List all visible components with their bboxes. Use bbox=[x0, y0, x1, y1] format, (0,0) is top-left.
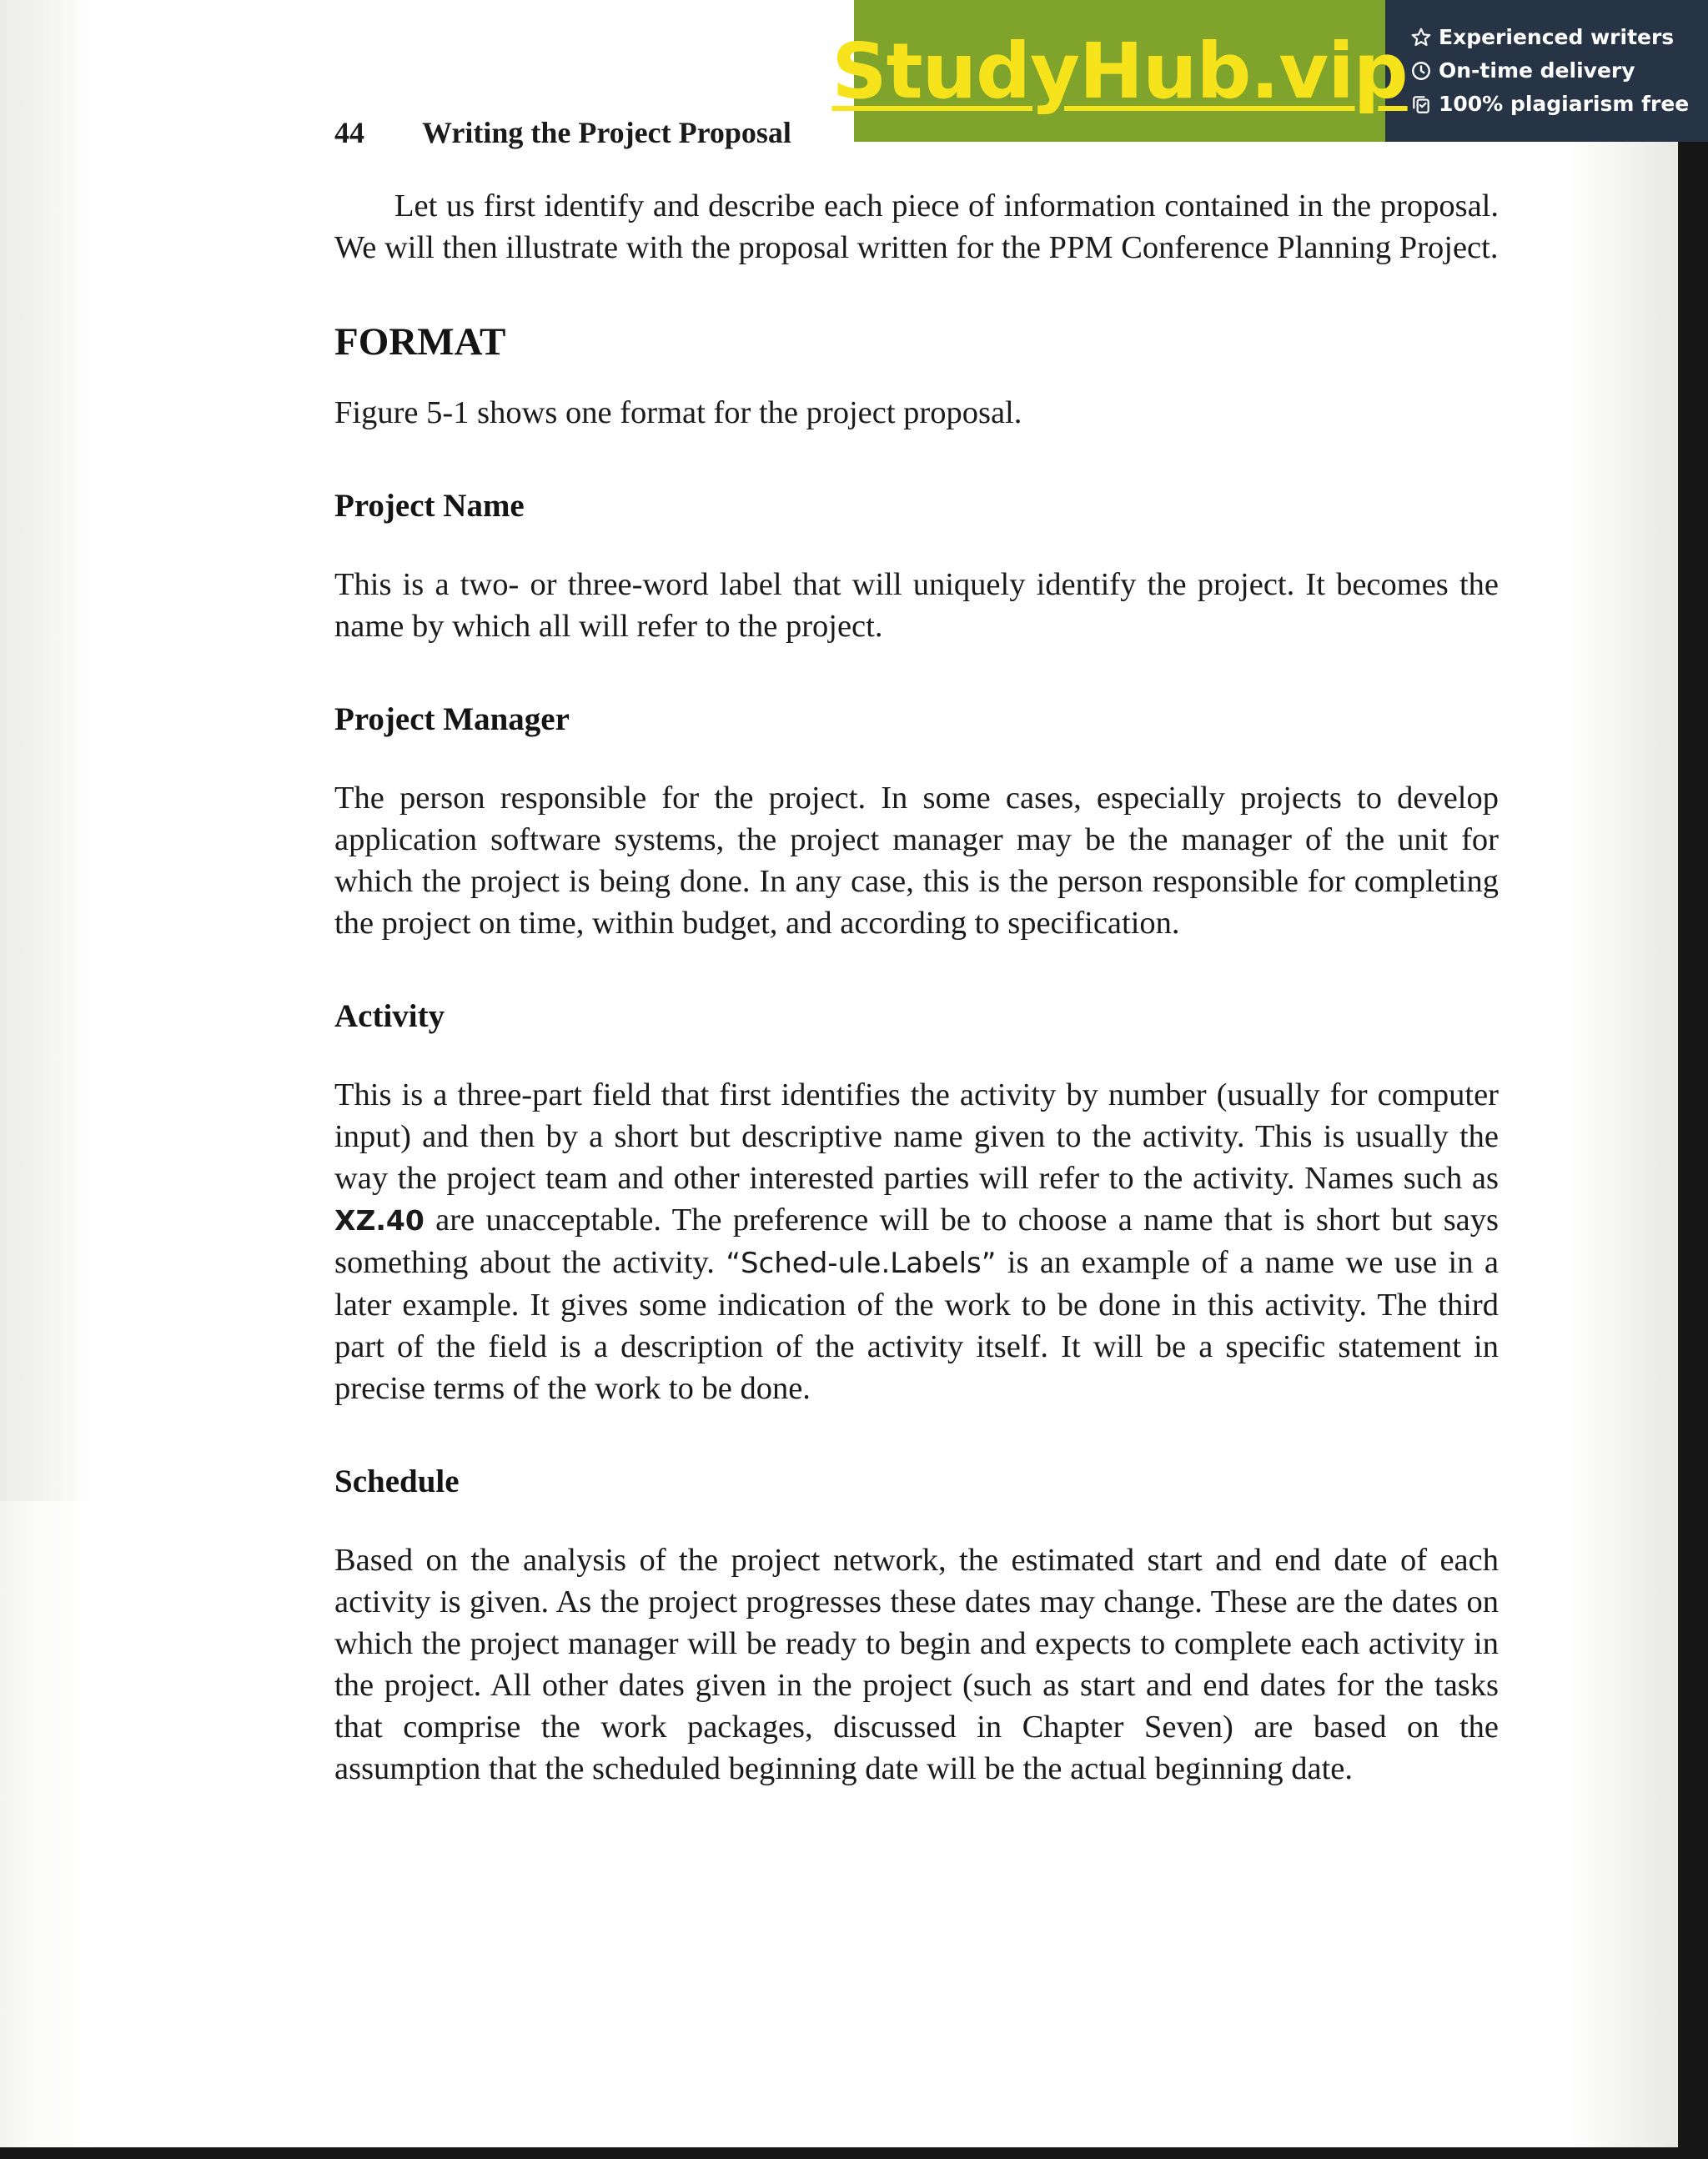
schedule-paragraph: Based on the analysis of the project network, the estimated start and end date of each activity is given. As the project progresses these dates may change. These are the dates on which the project manager will be ready to begin and expects to complete each activity in the project. All other dates given in the project (such as start and end dates for the tasks that comprise the work packages, discussed in Chapter Seven) are based on the assumption that the scheduled beginning date will be the actual beginning date. bbox=[334, 1543, 1499, 1786]
activity-text-part: are unacceptable. The preference will be to choose a name that is short but says something about the activity. bbox=[334, 1203, 1499, 1280]
activity-code-example: XZ.40 bbox=[334, 1204, 424, 1237]
clock-icon bbox=[1410, 60, 1432, 82]
running-title: Writing the Project Proposal bbox=[422, 116, 791, 149]
ad-banner[interactable] bbox=[831, 0, 1708, 142]
page-number: 44 bbox=[334, 116, 364, 149]
brand-logo[interactable] bbox=[831, 0, 1408, 142]
feature-item bbox=[1410, 92, 1708, 117]
activity-name-example: “Sched-ule.Labels” bbox=[726, 1247, 997, 1280]
running-header bbox=[334, 115, 791, 150]
page-right-border bbox=[1678, 142, 1708, 2147]
subheading-project-name: Project Name bbox=[334, 488, 525, 524]
project-manager-paragraph: The person responsible for the project. In some cases, especially projects to develop application software systems, the project manager may be the manager of the unit for which the project is being done. In any case, this is the person responsible for completing the project on time, within budget, and according to specification. bbox=[334, 781, 1499, 941]
page-body bbox=[334, 185, 1499, 1790]
project-name-paragraph: This is a two- or three-word label that will uniquely identify the project. It becomes the name by which all will refer to the project. bbox=[334, 567, 1499, 644]
feature-list bbox=[1385, 0, 1708, 142]
feature-label: On-time delivery bbox=[1439, 58, 1635, 83]
feature-item bbox=[1410, 25, 1708, 50]
subheading-project-manager: Project Manager bbox=[334, 701, 570, 737]
subheading-schedule: Schedule bbox=[334, 1464, 460, 1499]
activity-paragraph bbox=[334, 1074, 1499, 1409]
copy-icon bbox=[1410, 93, 1432, 115]
star-icon bbox=[1410, 27, 1432, 48]
section-heading-format: FORMAT bbox=[334, 320, 506, 364]
page-bottom-border bbox=[0, 2147, 1708, 2159]
activity-text-part: This is a three-part field that first identifies the activity by number (usually for computer input) and then by a short but descriptive name given to the activity. This is usually the way the project team and other interested parties will refer to the activity. Names such as bbox=[334, 1077, 1499, 1196]
intro-paragraph: Let us first identify and describe each piece of information contained in the proposal. We will then illustrate with the proposal written for the PPM Conference Planning Project. bbox=[334, 188, 1499, 265]
page-shadow bbox=[0, 0, 92, 1501]
feature-label: 100% plagiarism free bbox=[1439, 92, 1690, 116]
activity-text-part: is an example of a name we use in a later example. It gives some indication of the work to be done in this activity. The third part of the field is a description of the activity itself. It will be a specific statement in precise terms of the work to be done. bbox=[334, 1245, 1499, 1406]
brand-name: StudyHub.vip bbox=[831, 26, 1408, 116]
feature-item bbox=[1410, 58, 1708, 83]
subheading-activity: Activity bbox=[334, 998, 445, 1034]
format-paragraph: Figure 5-1 shows one format for the project proposal. bbox=[334, 395, 1022, 430]
feature-label: Experienced writers bbox=[1439, 25, 1675, 49]
